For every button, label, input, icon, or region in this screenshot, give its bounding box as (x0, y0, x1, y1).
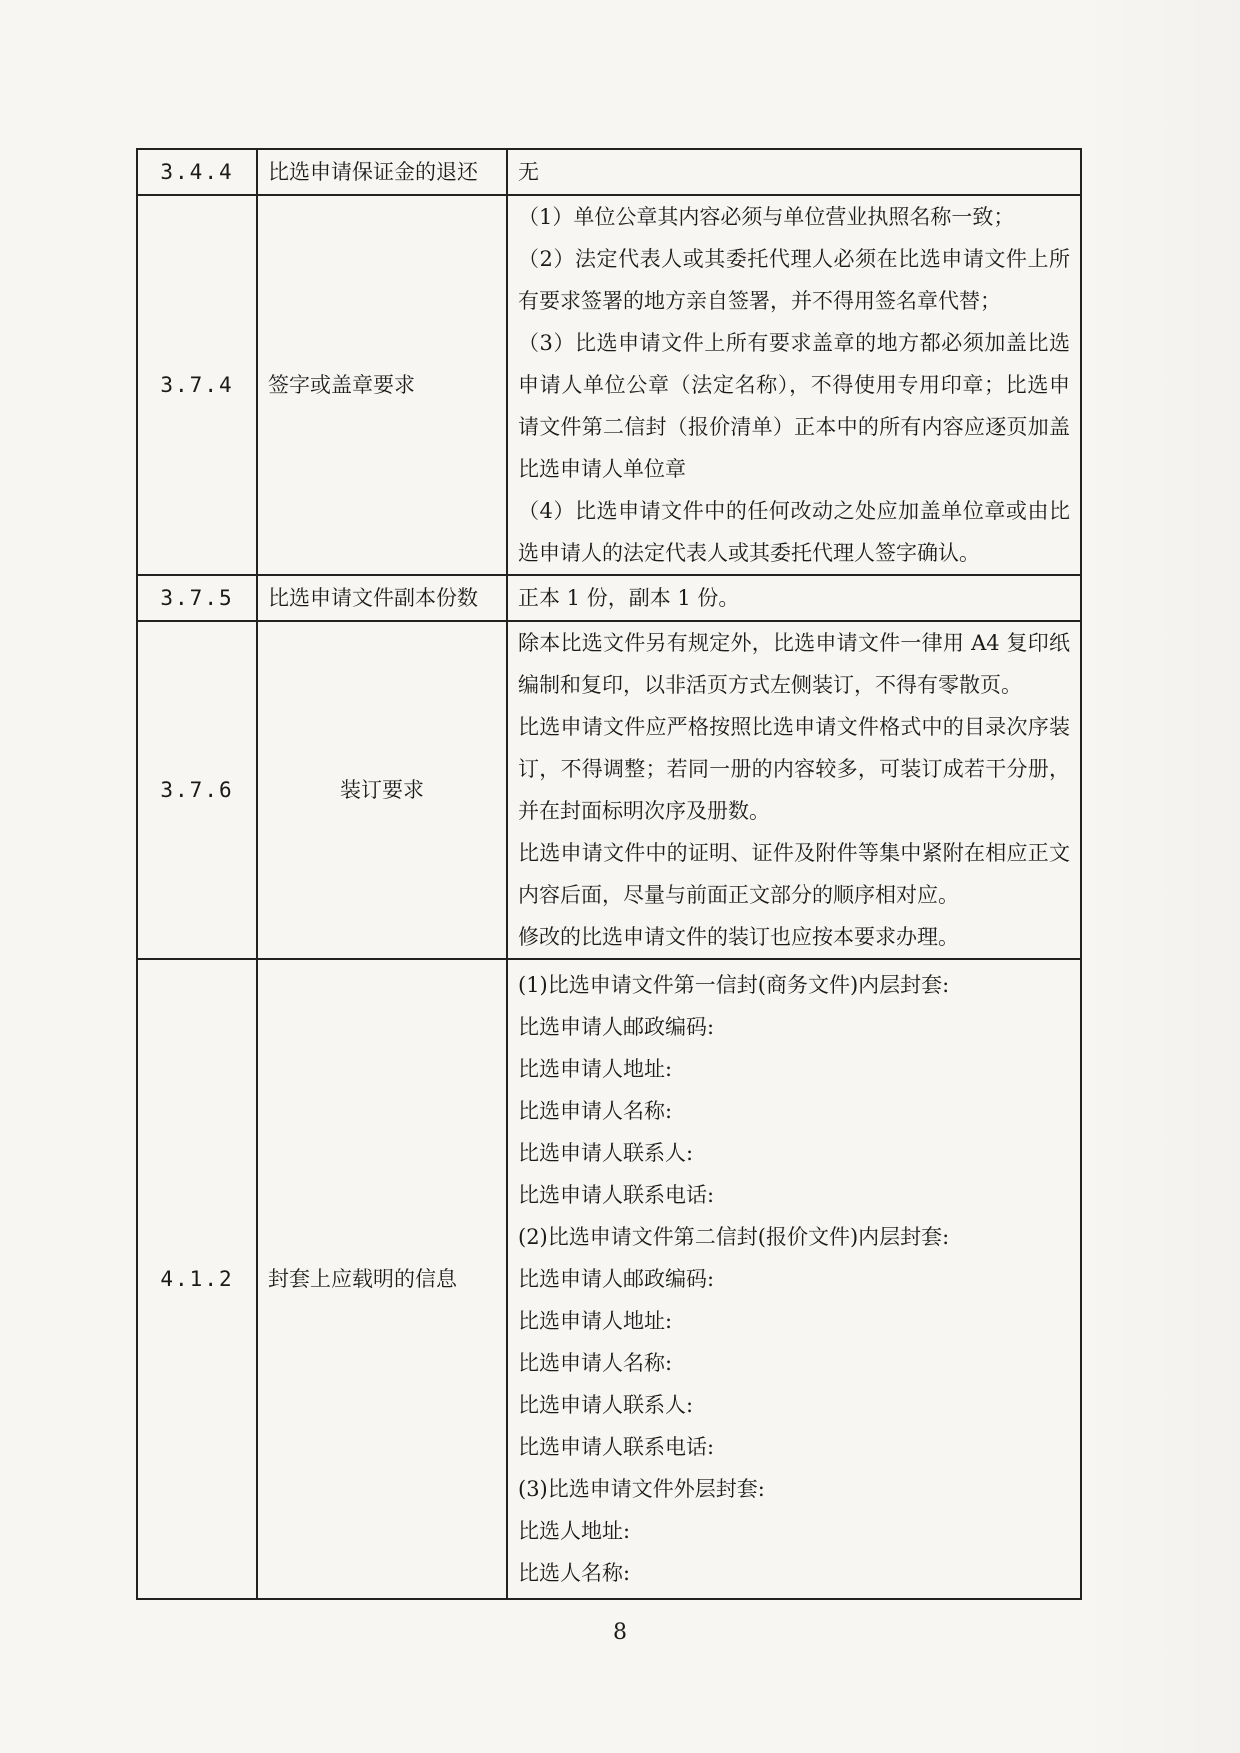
content-paragraph: （2）法定代表人或其委托代理人必须在比选申请文件上所有要求签署的地方亲自签署，并不得用签名章代替； (518, 247, 1070, 313)
clause-number: 3.7.5 (137, 575, 257, 621)
content-paragraph: 比选申请人名称: (518, 1099, 673, 1123)
content-paragraph: 比选申请人联系人: (518, 1393, 694, 1417)
content-paragraph: 比选申请人邮政编码: (518, 1267, 715, 1291)
clause-content (507, 195, 1081, 575)
content-paragraph: 比选人名称: (518, 1561, 631, 1585)
table-row (137, 195, 1081, 575)
specification-table (136, 148, 1082, 1600)
table-row (137, 149, 1081, 195)
clause-item: 装订要求 (257, 621, 507, 959)
content-paragraph: 比选申请人联系人: (518, 1141, 694, 1165)
content-paragraph: 比选申请人地址: (518, 1309, 673, 1333)
table-row (137, 959, 1081, 1599)
clause-item: 比选申请文件副本份数 (257, 575, 507, 621)
content-paragraph: （1）单位公章其内容必须与单位营业执照名称一致； (518, 205, 1015, 229)
content-paragraph: 比选申请文件中的证明、证件及附件等集中紧附在相应正文内容后面，尽量与前面正文部分的顺序相对应。 (518, 841, 1070, 907)
table-row (137, 575, 1081, 621)
clause-number: 3.7.4 (137, 195, 257, 575)
content-paragraph: (3)比选申请文件外层封套: (518, 1477, 765, 1501)
content-paragraph: 无 (518, 160, 539, 184)
clause-item: 比选申请保证金的退还 (257, 149, 507, 195)
content-paragraph: 比选申请文件应严格按照比选申请文件格式中的目录次序装订，不得调整；若同一册的内容较多，可装订成若干分册，并在封面标明次序及册数。 (518, 715, 1070, 823)
content-paragraph: 除本比选文件另有规定外，比选申请文件一律用 A4 复印纸编制和复印，以非活页方式左侧装订，不得有零散页。 (518, 631, 1070, 697)
content-paragraph: （3）比选申请文件上所有要求盖章的地方都必须加盖比选申请人单位公章（法定名称），不得使用专用印章；比选申请文件第二信封（报价清单）正本中的所有内容应逐页加盖比选申请人单位章 (518, 331, 1070, 481)
content-paragraph: (2)比选申请文件第二信封(报价文件)内层封套: (518, 1225, 950, 1249)
page-number: 8 (613, 1620, 627, 1645)
clause-content (507, 149, 1081, 195)
clause-item: 签字或盖章要求 (257, 195, 507, 575)
clause-number: 3.4.4 (137, 149, 257, 195)
clause-content (507, 959, 1081, 1599)
content-paragraph: 正本 1 份，副本 1 份。 (518, 586, 740, 610)
scan-shadow (1070, 0, 1240, 1753)
clause-number: 3.7.6 (137, 621, 257, 959)
clause-item: 封套上应载明的信息 (257, 959, 507, 1599)
table-row (137, 621, 1081, 959)
content-paragraph: （4）比选申请文件中的任何改动之处应加盖单位章或由比选申请人的法定代表人或其委托代理人签字确认。 (518, 499, 1070, 565)
content-paragraph: 修改的比选申请文件的装订也应按本要求办理。 (518, 925, 959, 949)
content-paragraph: 比选申请人联系电话: (518, 1435, 715, 1459)
content-paragraph: 比选人地址: (518, 1519, 631, 1543)
content-paragraph: 比选申请人地址: (518, 1057, 673, 1081)
clause-content (507, 621, 1081, 959)
content-paragraph: (1)比选申请文件第一信封(商务文件)内层封套: (518, 973, 950, 997)
clause-content (507, 575, 1081, 621)
clause-number: 4.1.2 (137, 959, 257, 1599)
content-paragraph: 比选申请人名称: (518, 1351, 673, 1375)
content-paragraph: 比选申请人邮政编码: (518, 1015, 715, 1039)
content-paragraph: 比选申请人联系电话: (518, 1183, 715, 1207)
